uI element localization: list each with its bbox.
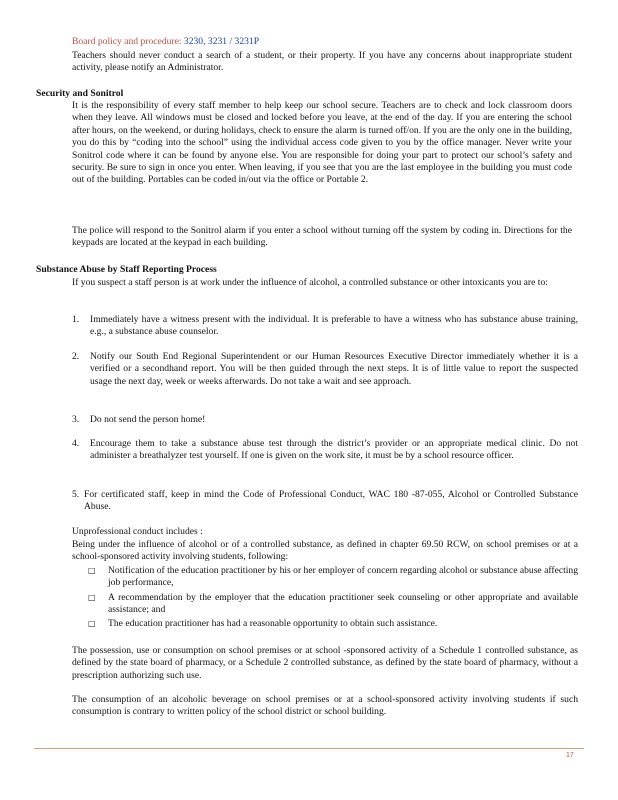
list-text: For certificated staff, keep in mind the Code of Professional Conduct, WAC 180 -87-055, Alcohol or Controlled Substance Abuse. [84, 489, 578, 513]
police-paragraph: The police will respond to the Sonitrol alarm if you enter a school without turning off the system by coding in. Directions for the keypads are located at the keypad in each building. [72, 225, 572, 249]
security-heading: Security and Sonitrol [36, 88, 124, 99]
list-text: Do not send the person home! [90, 414, 206, 425]
list-number: 3. [72, 414, 80, 425]
bullet-icon: □ [88, 619, 96, 628]
list-number: 2. [72, 351, 80, 362]
board-policy-numbers: 3230, 3231 / 3231P [183, 36, 260, 47]
list-text: Immediately have a witness present with the individual. It is preferable to have a witness who has substance abuse training, e.g., a substance abuse counselor. [90, 314, 578, 338]
bullet-text: The education practitioner has had a reasonable opportunity to obtain such assistance. [108, 618, 438, 629]
list-item [72, 351, 578, 388]
substance-intro-paragraph: If you suspect a staff person is at work under the influence of alcohol, a controlled substance or other intoxicants you are to: [72, 277, 548, 288]
list-item [72, 314, 578, 339]
board-policy-label: Board policy and procedure: [72, 36, 182, 47]
bullet-item [88, 618, 578, 630]
list-number: 5. [72, 489, 80, 500]
footer-rule [34, 748, 584, 749]
bullet-text: Notification of the education practitioner by his or her employer of concern regarding alcohol or substance abuse affecting job performance, [108, 565, 579, 589]
page-number: 17 [566, 752, 574, 759]
list-number: 4. [72, 438, 80, 449]
list-item [72, 489, 578, 514]
possession-paragraph: The possession, use or consumption on school premises or at school -sponsored activity of a Schedule 1 controlled substance, as defined by the state board of pharmacy, or a Schedule 2 controlled substance, as defined by the state board of pharmacy, without a prescription authorizing such use. [72, 645, 578, 681]
bullet-icon: □ [88, 566, 96, 575]
list-item [72, 414, 578, 426]
bullet-item [88, 592, 578, 617]
list-text: Notify our South End Regional Superintendent or our Human Resources Executive Director immediately whether it is a verified or a secondhand report. You will be then guided through the next steps. It is of little value to report the suspected usage the next day, week or weeks afterwards. Do not take a wait and see approach. [90, 351, 578, 387]
unprofessional-conduct-paragraph: Being under the influence of alcohol or of a controlled substance, as defined in chapter 69.50 RCW, on school premises or at a school-sponsored activity involving students, following: [72, 539, 578, 563]
list-text: Encourage them to take a substance abuse test through the district’s provider or an appropriate medical clinic. Do not administer a breathalyzer test yourself. If one is given on the work site, it must be by a school resource officer. [90, 438, 578, 462]
bullet-icon: □ [88, 593, 96, 602]
security-paragraph: It is the responsibility of every staff member to help keep our school secure. Teachers are to check and lock classroom doors when they leave. All windows must be closed and locked before you leave, at the end of the day. If you are entering the school after hours, on the weekend, or during holidays, check to ensure the alarm is turned off/on. If you are the only one in the building, you do this by “coding into the school” using the individual access code given to you by the office manager. Never write your Sonitrol code where it can be found by anyone else. You are responsible for doing your part to protect our school’s safety and security. Be sure to sign in once you enter. When leaving, if you see that you are the last employee in the building you must code out of the building. Portables can be coded in/out via the office or Portable 2. [72, 100, 572, 186]
unprofessional-conduct-label: Unprofessional conduct includes : [72, 526, 203, 537]
search-policy-paragraph: Teachers should never conduct a search of a student, or their property. If you have any concerns about inappropriate student activity, please notify an Administrator. [72, 50, 572, 74]
list-number: 1. [72, 314, 80, 325]
substance-abuse-heading: Substance Abuse by Staff Reporting Process [36, 264, 217, 275]
bullet-item [88, 565, 579, 590]
bullet-text: A recommendation by the employer that the education practitioner seek counseling or other appropriate and available assistance; and [108, 592, 578, 616]
consumption-paragraph: The consumption of an alcoholic beverage on school premises or at a school-sponsored activity involving students if such consumption is contrary to written policy of the school district or school building. [72, 694, 578, 718]
list-item [72, 438, 578, 463]
board-policy-line [72, 36, 572, 48]
